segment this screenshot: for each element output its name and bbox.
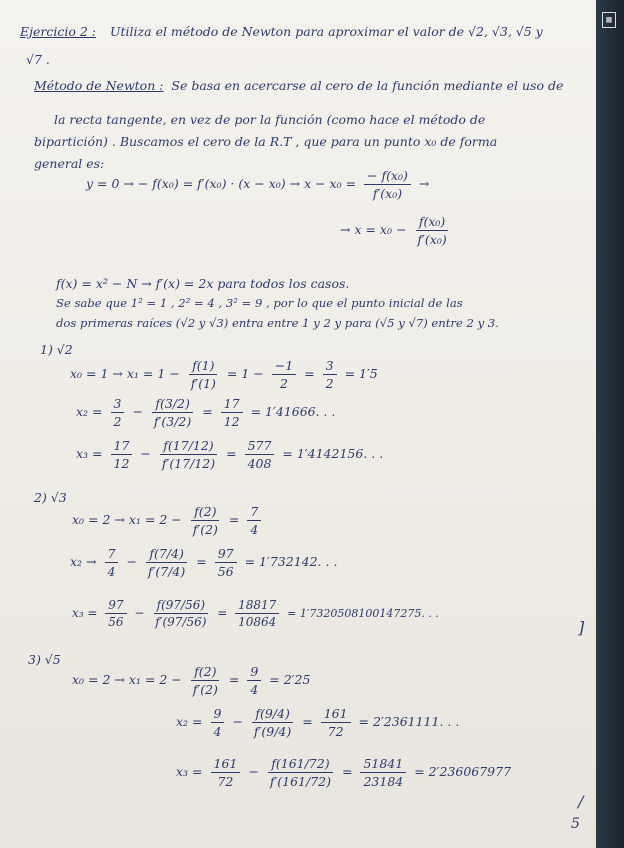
eq1-denominator: f′(x₀) (372, 186, 403, 201)
eq1-fraction (364, 168, 411, 201)
sqrt5-x1-result: = 2′25 (269, 672, 311, 687)
method-line-3: bipartición) . Buscamos el cero de la R.T , que para un punto x₀ de forma (34, 134, 498, 149)
method-line-2: la recta tangente, en vez de por la función (como hace el método de (54, 112, 486, 127)
sqrt2-x1-den2: 2 (279, 376, 288, 391)
sqrt2-x3-eq: = (226, 446, 237, 461)
sqrt5-x3-left: x₃ = (176, 764, 203, 779)
exercise-title: Ejercicio 2 : (20, 24, 97, 39)
sqrt3-x3-rfrac (235, 598, 279, 629)
sqrt3-x2-eq: = (196, 554, 207, 569)
method-intro (34, 78, 563, 93)
sqrt3-x3-minus: − (134, 606, 145, 620)
sqrt3-x1-num: f(2) (191, 504, 219, 521)
eq2-left: → x = x₀ − (340, 222, 407, 237)
sqrt3-x3-den: f′(97/56) (155, 615, 207, 629)
case-sqrt3-label: 2) √3 (34, 490, 67, 505)
eq2-numerator: f(x₀) (416, 214, 448, 231)
sqrt5-x3-den: f′(161/72) (269, 774, 332, 789)
sqrt2-x2-eq: = (202, 404, 213, 419)
sqrt3-x2-afrac (105, 546, 119, 579)
sqrt5-x3-rden: 23184 (363, 774, 404, 789)
sqrt2-x2-num: f(3/2) (152, 396, 193, 413)
sqrt5-x1-rfrac (247, 664, 261, 697)
method-title: Método de Newton : (34, 78, 164, 93)
method-line-4: general es: (34, 156, 105, 171)
sqrt3-x2-row (70, 546, 337, 579)
sqrt3-x1-row (72, 504, 265, 537)
sqrt3-x1-rnum: 7 (247, 504, 261, 521)
sqrt2-x3-row (76, 438, 383, 471)
sqrt3-x3-anum: 97 (105, 598, 126, 614)
sqrt5-x3-afrac (211, 756, 241, 789)
sqrt2-x2-frac (151, 396, 194, 429)
sqrt5-x2-frac (251, 706, 294, 739)
sqrt5-x3-aden: 72 (217, 774, 234, 789)
sqrt3-x3-row (72, 598, 439, 629)
sqrt2-x1-result: = 1′5 (344, 366, 378, 381)
sqrt5-x2-rfrac (321, 706, 351, 739)
sqrt2-x3-aden: 12 (113, 456, 130, 471)
sqrt3-x3-result: = 1′7320508100147275. . . (287, 607, 439, 620)
sqrt3-x2-den: f′(7/4) (147, 564, 186, 579)
sqrt2-x1-num2: −1 (272, 358, 296, 375)
case-sqrt2-label: 1) √2 (40, 342, 73, 357)
sqrt5-x3-num: f(161/72) (268, 756, 332, 773)
sqrt5-x3-frac (267, 756, 334, 789)
sqrt5-x1-eq: = (228, 672, 240, 687)
sqrt2-x2-afrac (111, 396, 125, 429)
sqrt5-x1-den: f′(2) (192, 682, 218, 697)
sqrt2-x3-left: x₃ = (76, 446, 103, 461)
exercise-header (20, 24, 543, 39)
sqrt2-x1-frac (188, 358, 219, 391)
eq1-numerator: − f(x₀) (364, 168, 411, 185)
sqrt5-x2-left: x₂ = (176, 714, 203, 729)
sqrt5-x3-row (176, 756, 511, 789)
sqrt3-x2-result: = 1′732142. . . (244, 554, 338, 569)
sqrt3-x2-num: f(7/4) (146, 546, 187, 563)
eq2-denominator: f′(x₀) (417, 232, 447, 247)
sqrt2-x3-rden: 408 (247, 456, 272, 471)
sqrt2-x2-rden: 12 (223, 414, 240, 429)
sqrt3-x1-frac (190, 504, 221, 537)
sqrt5-x1-row (72, 664, 310, 697)
sqrt2-x3-minus: − (140, 446, 151, 461)
eq2-fraction (414, 214, 449, 247)
sqrt5-x2-result: = 2′2361111. . . (358, 714, 460, 729)
sqrt5-x1-rnum: 9 (247, 664, 261, 681)
binder-tab-icon: ▦ (602, 12, 616, 28)
sqrt2-x2-aden: 2 (113, 414, 122, 429)
sqrt3-x1-rden: 4 (250, 522, 259, 537)
sqrt3-x2-aden: 4 (107, 564, 116, 579)
sqrt2-x3-num: f(17/12) (160, 438, 216, 455)
sqrt2-x2-den: f′(3/2) (153, 414, 192, 429)
setup-line-3: dos primeras raíces (√2 y √3) entra entre 1 y 2 y para (√5 y √7) entre 2 y 3. (56, 316, 499, 330)
sqrt2-x1-num: f(1) (189, 358, 217, 375)
newton-derivation-eq1 (86, 168, 429, 201)
sqrt5-x3-result: = 2′236067977 (414, 764, 512, 779)
sqrt3-x2-minus: − (126, 554, 137, 569)
sqrt2-x1-num3: 3 (323, 358, 337, 375)
sqrt2-x2-row (76, 396, 335, 429)
sqrt3-x3-aden: 56 (108, 615, 124, 629)
sqrt5-x1-num: f(2) (191, 664, 219, 681)
case-sqrt5-label: 3) √5 (28, 652, 61, 667)
sqrt2-x3-anum: 17 (111, 438, 133, 455)
sqrt2-x1-mid: = 1 − (226, 366, 264, 381)
sqrt5-x2-minus: − (232, 714, 243, 729)
sqrt3-x3-left: x₃ = (72, 606, 98, 620)
sqrt5-x2-eq: = (302, 714, 313, 729)
sqrt5-x3-eq: = (342, 764, 353, 779)
sqrt3-x2-rnum: 97 (215, 546, 237, 563)
eq1-left: y = 0 → − f(x₀) = f′(x₀) · (x − x₀) → x − x₀ = (86, 176, 357, 191)
sqrt5-x2-row (176, 706, 459, 739)
sqrt3-x1-eq: = (228, 512, 240, 527)
newton-derivation-eq2 (340, 214, 454, 247)
sqrt5-x2-anum: 9 (211, 706, 225, 723)
sqrt3-x1-left: x₀ = 2 → x₁ = 2 − (72, 512, 182, 527)
exercise-statement: Utiliza el método de Newton para aproximar el valor de √2, √3, √5 y (110, 24, 543, 39)
sqrt2-x2-rnum: 17 (221, 396, 243, 413)
sqrt5-x2-den: f′(9/4) (253, 724, 292, 739)
sqrt2-x1-frac3 (323, 358, 337, 391)
sqrt2-x1-den3: 2 (325, 376, 334, 391)
setup-line-1: f(x) = x² − N → f′(x) = 2x para todos los casos. (56, 276, 350, 291)
sqrt2-x2-anum: 3 (111, 396, 125, 413)
sqrt2-x1-row (70, 358, 378, 391)
sqrt3-x2-rden: 56 (217, 564, 234, 579)
sqrt3-x2-rfrac (215, 546, 237, 579)
sqrt2-x1-left: x₀ = 1 → x₁ = 1 − (70, 366, 180, 381)
eq1-arrow: → (418, 176, 430, 191)
sqrt3-x3-frac (152, 598, 209, 629)
sqrt3-x2-frac (145, 546, 188, 579)
sqrt2-x2-rfrac (221, 396, 243, 429)
page-number: 5 (571, 816, 580, 832)
sqrt3-x3-afrac (105, 598, 126, 629)
sqrt3-x3-rnum: 18817 (235, 598, 279, 614)
exercise-statement-cont: √7 . (26, 52, 50, 67)
sqrt5-x1-rden: 4 (250, 682, 259, 697)
sqrt5-x3-minus: − (248, 764, 259, 779)
sqrt5-x2-rnum: 161 (321, 706, 351, 723)
sqrt3-x3-eq: = (217, 606, 228, 620)
sqrt5-x2-rden: 72 (327, 724, 344, 739)
sqrt2-x3-rfrac (245, 438, 275, 471)
sqrt2-x2-result: = 1′41666. . . (250, 404, 336, 419)
margin-bracket-mark: ] (578, 618, 585, 637)
sqrt2-x1-eq: = (304, 366, 315, 381)
sqrt2-x3-afrac (111, 438, 133, 471)
sqrt3-x1-den: f′(2) (192, 522, 218, 537)
sqrt2-x1-den: f′(1) (190, 376, 216, 391)
sqrt2-x3-den: f′(17/12) (161, 456, 216, 471)
sqrt5-x1-left: x₀ = 2 → x₁ = 2 − (72, 672, 182, 687)
sqrt2-x1-frac2 (272, 358, 296, 391)
method-line-1: Se basa en acercarse al cero de la función mediante el uso de (171, 78, 564, 93)
sqrt5-x3-anum: 161 (211, 756, 241, 773)
sqrt2-x3-rnum: 577 (245, 438, 275, 455)
sqrt2-x2-left: x₂ = (76, 404, 103, 419)
sqrt2-x3-result: = 1′4142156. . . (282, 446, 384, 461)
sqrt3-x1-rfrac (247, 504, 261, 537)
sqrt3-x3-num: f(97/56) (154, 598, 208, 614)
sqrt5-x2-aden: 4 (213, 724, 222, 739)
sqrt2-x3-frac (159, 438, 218, 471)
sqrt5-x1-frac (190, 664, 221, 697)
sqrt5-x3-rnum: 51841 (360, 756, 406, 773)
sqrt3-x3-rden: 10864 (238, 615, 277, 629)
sqrt3-x2-left: x₂ → (70, 554, 97, 569)
sqrt3-x2-anum: 7 (105, 546, 119, 563)
setup-line-2: Se sabe que 1² = 1 , 2² = 4 , 3² = 9 , por lo que el punto inicial de las (56, 296, 463, 310)
sqrt5-x3-rfrac (360, 756, 406, 789)
sqrt5-x2-num: f(9/4) (252, 706, 293, 723)
sqrt5-x2-afrac (211, 706, 225, 739)
margin-slash-mark: / (578, 792, 584, 811)
sqrt2-x2-minus: − (132, 404, 143, 419)
